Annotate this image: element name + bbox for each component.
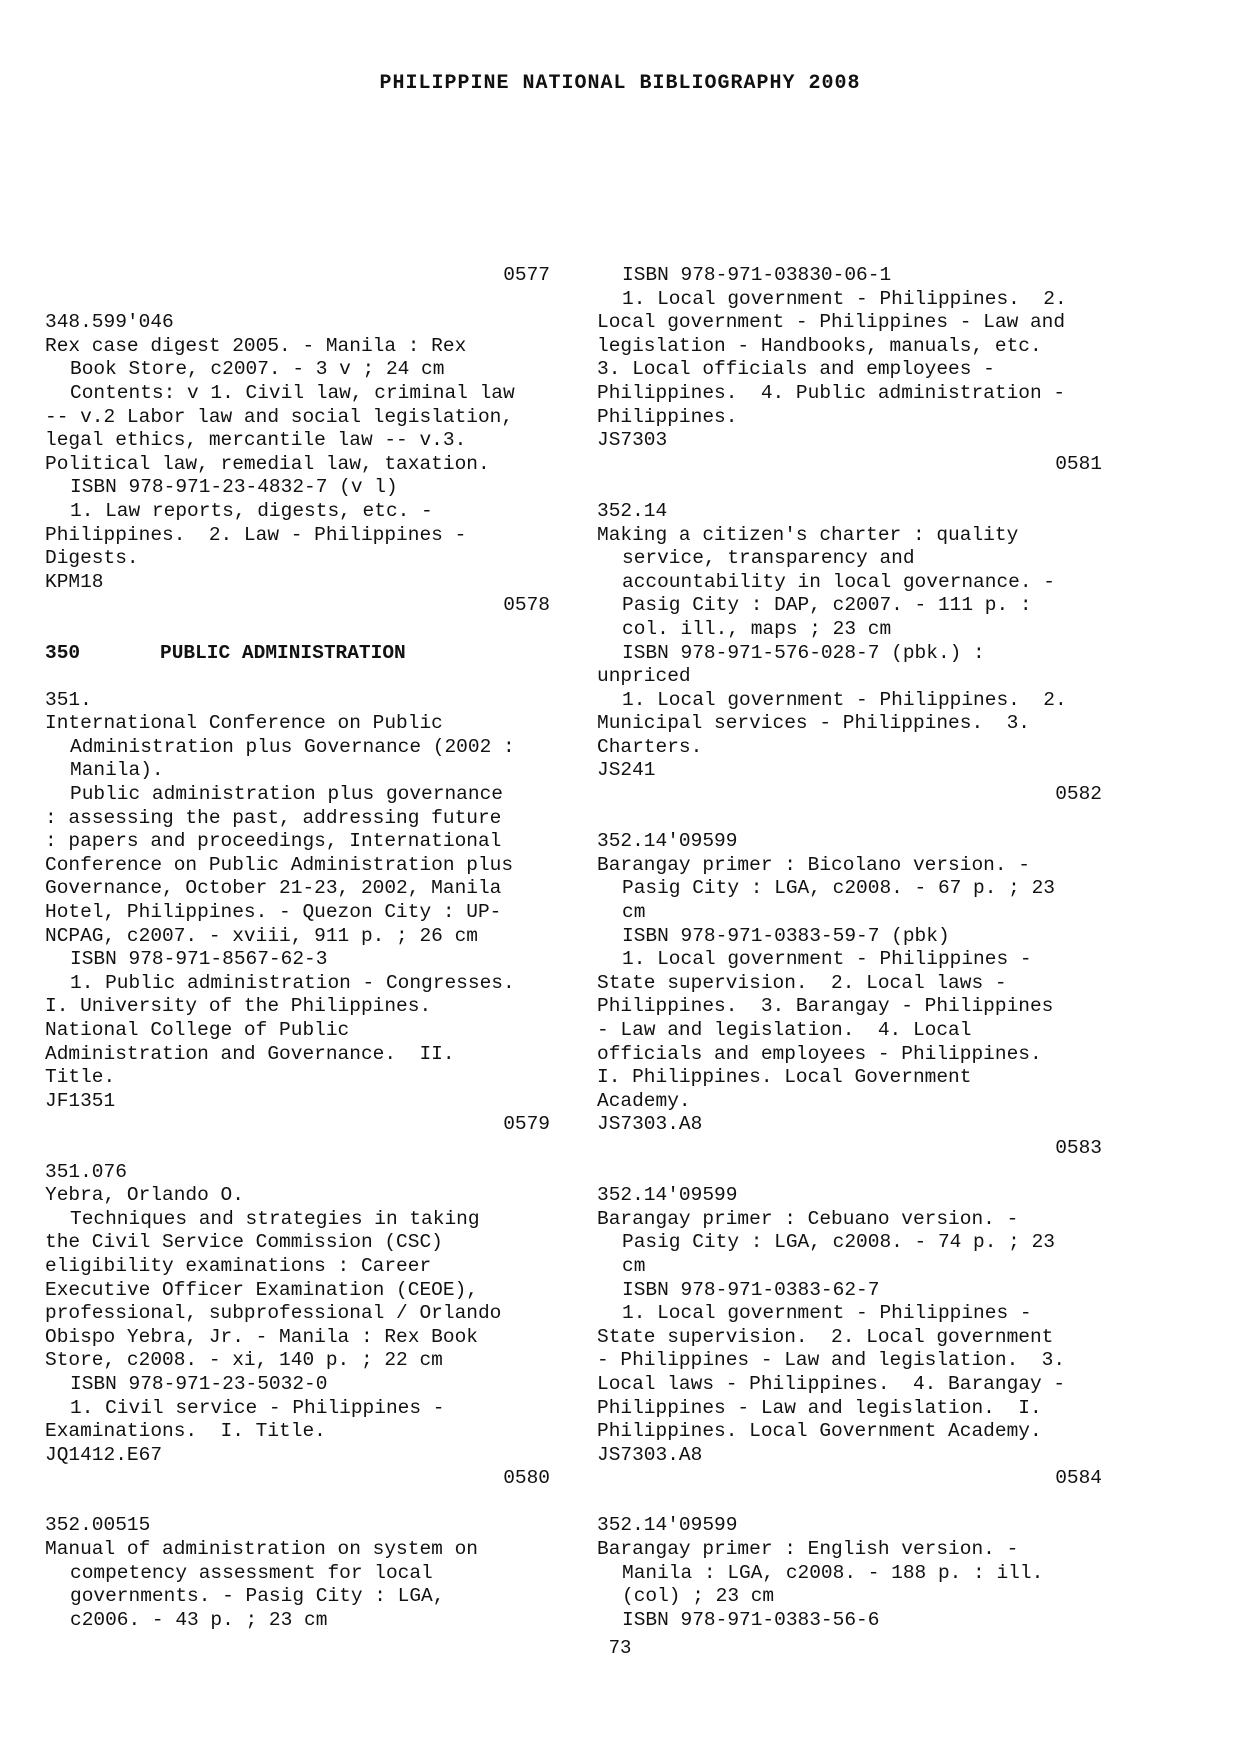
entry-line: JS241	[597, 759, 656, 782]
entry-line: 1. Public administration - Congresses.	[70, 971, 515, 994]
entry-line: Pasig City : LGA, c2008. - 67 p. ; 23	[622, 877, 1055, 900]
entry-line: Governance, October 21-23, 2002, Manila	[45, 877, 502, 900]
entry-line: Philippines. 3. Barangay - Philippines	[597, 995, 1054, 1018]
entry-line: 352.00515	[45, 1514, 151, 1537]
entry-line: unpriced	[597, 665, 691, 688]
spacer	[45, 1491, 550, 1515]
entry-line: Obispo Yebra, Jr. - Manila : Rex Book	[45, 1325, 478, 1348]
entry-line: State supervision. 2. Local government	[597, 1325, 1054, 1348]
entry-line: Charters.	[597, 735, 703, 758]
entry-line: -- v.2 Labor law and social legislation,	[45, 405, 514, 428]
page-number: 73	[608, 1637, 632, 1659]
entry-line: Pasig City : DAP, c2007. - 111 p. :	[622, 594, 1032, 617]
section-code: 350	[45, 641, 81, 664]
entry-line: ISBN 978-971-0383-59-7 (pbk)	[622, 924, 950, 947]
entry-line: 348.599'046	[45, 311, 174, 334]
spacer	[45, 618, 550, 642]
entry-line: Municipal services - Philippines. 3.	[597, 712, 1030, 735]
entry-number: 0577	[503, 264, 550, 286]
entry-line: officials and employees - Philippines.	[597, 1042, 1042, 1065]
section-heading	[45, 642, 550, 666]
entry-line: Executive Officer Examination (CEOE),	[45, 1278, 478, 1301]
entry-line: the Civil Service Commission (CSC)	[45, 1231, 443, 1254]
entry-line: 1. Local government - Philippines -	[622, 948, 1032, 971]
entry-line: Yebra, Orlando O.	[45, 1184, 244, 1207]
entry-line: JQ1412.E67	[45, 1443, 163, 1466]
entry-line: ISBN 978-971-23-5032-0	[70, 1372, 328, 1395]
entry-line: competency assessment for local	[70, 1561, 433, 1584]
entry-line: 352.14'09599	[597, 830, 738, 853]
spacer	[597, 1491, 1102, 1515]
entry-line: JS7303	[597, 429, 668, 452]
entry-line: : papers and proceedings, International	[45, 830, 502, 853]
entry-line: c2006. - 43 p. ; 23 cm	[70, 1608, 328, 1631]
entry-line: Barangay primer : Bicolano version. -	[597, 853, 1030, 876]
entry-line: accountability in local governance. -	[622, 570, 1055, 593]
entry-number: 0580	[503, 1467, 550, 1490]
entry-line: ISBN 978-971-576-028-7 (pbk.) :	[622, 641, 985, 664]
entry-line: 351.	[45, 688, 92, 711]
entry-line: KPM18	[45, 570, 104, 593]
entry-line: - Law and legislation. 4. Local	[597, 1019, 972, 1041]
entry-number: 0581	[1055, 452, 1102, 475]
entry-line: Philippines.	[597, 405, 738, 428]
entry-line: 1. Civil service - Philippines -	[70, 1396, 445, 1419]
entry-line: professional, subprofessional / Orlando	[45, 1302, 502, 1325]
entry-line: legal ethics, mercantile law -- v.3.	[45, 429, 467, 452]
entry-line: 3. Local officials and employees -	[597, 358, 995, 381]
left-column	[45, 264, 550, 1632]
entry-line: 1. Local government - Philippines. 2.	[622, 688, 1067, 711]
entry-line: Contents: v 1. Civil law, criminal law	[70, 381, 515, 404]
right-column	[597, 264, 1102, 1632]
entry-line: Manila).	[70, 759, 164, 782]
entry-line: State supervision. 2. Local laws -	[597, 971, 1007, 994]
entry-line: Conference on Public Administration plus	[45, 853, 514, 876]
entry-line: Barangay primer : English version. -	[597, 1538, 1019, 1561]
entry-number: 0583	[1055, 1136, 1102, 1159]
spacer	[597, 476, 1102, 500]
entry-line: ISBN 978-971-23-4832-7 (v l)	[70, 476, 398, 499]
entry-line: Philippines - Law and legislation. I.	[597, 1396, 1042, 1419]
entry-line: 352.14'09599	[597, 1184, 738, 1207]
spacer	[597, 1161, 1102, 1185]
entry-line: Manila : LGA, c2008. - 188 p. : ill.	[622, 1561, 1044, 1584]
entry-line: 352.14	[597, 499, 668, 522]
entry-line: Philippines. 2. Law - Philippines -	[45, 523, 467, 546]
entry-line: 1. Local government - Philippines -	[622, 1302, 1032, 1325]
spacer	[45, 1137, 550, 1161]
entry-line: Rex case digest 2005. - Manila : Rex	[45, 334, 467, 357]
entry-line: - Philippines - Law and legislation. 3.	[597, 1349, 1066, 1372]
entry-number: 0584	[1055, 1467, 1102, 1490]
entry-line: cm	[622, 901, 646, 924]
entry-line: Philippines. 4. Public administration -	[597, 381, 1066, 404]
entry-line: NCPAG, c2007. - xviii, 911 p. ; 26 cm	[45, 924, 478, 947]
spacer	[597, 807, 1102, 831]
entry-line: Political law, remedial law, taxation.	[45, 452, 490, 475]
spacer	[45, 288, 550, 312]
entry-line: ISBN 978-971-03830-06-1	[622, 264, 892, 286]
entry-line: Techniques and strategies in taking	[70, 1207, 480, 1230]
entry-line: 351.076	[45, 1160, 127, 1183]
entry-line: cm	[622, 1254, 646, 1277]
entry-line: ISBN 978-971-8567-62-3	[70, 948, 328, 971]
entry-number: 0578	[503, 594, 550, 617]
entry-line: ISBN 978-971-0383-56-6	[622, 1608, 880, 1631]
entry-line: Public administration plus governance	[70, 783, 503, 806]
entry-line: (col) ; 23 cm	[622, 1585, 775, 1608]
entry-line: Administration and Governance. II.	[45, 1042, 455, 1065]
page-title: PHILIPPINE NATIONAL BIBLIOGRAPHY 2008	[379, 72, 861, 95]
entry-line: : assessing the past, addressing future	[45, 806, 502, 829]
entry-line: Local laws - Philippines. 4. Barangay -	[597, 1372, 1066, 1395]
entry-line: Store, c2008. - xi, 140 p. ; 22 cm	[45, 1349, 443, 1372]
entry-line: 1. Law reports, digests, etc. -	[70, 499, 433, 522]
entry-line: eligibility examinations : Career	[45, 1254, 432, 1277]
entry-line: Title.	[45, 1066, 116, 1089]
entry-line: Philippines. Local Government Academy.	[597, 1420, 1042, 1443]
spacer	[45, 665, 550, 689]
entry-line: JS7303.A8	[597, 1113, 703, 1136]
entry-line: Book Store, c2007. - 3 v ; 24 cm	[70, 358, 445, 381]
entry-line: National College of Public	[45, 1019, 350, 1041]
entry-line: JF1351	[45, 1089, 116, 1112]
entry-line: Barangay primer : Cebuano version. -	[597, 1207, 1019, 1230]
entry-line: Digests.	[45, 547, 139, 570]
entry-line: governments. - Pasig City : LGA,	[70, 1585, 445, 1608]
entry-line: Hotel, Philippines. - Quezon City : UP-	[45, 901, 502, 924]
entry-line: I. University of the Philippines.	[45, 995, 432, 1018]
entry-line: service, transparency and	[622, 547, 915, 570]
entry-line: col. ill., maps ; 23 cm	[622, 617, 892, 640]
section-label: PUBLIC ADMINISTRATION	[160, 641, 406, 664]
entry-line: Making a citizen's charter : quality	[597, 523, 1019, 546]
entry-line: ISBN 978-971-0383-62-7	[622, 1278, 880, 1301]
entry-line: International Conference on Public	[45, 712, 443, 735]
entry-line: legislation - Handbooks, manuals, etc.	[597, 334, 1042, 357]
entry-line: Pasig City : LGA, c2008. - 74 p. ; 23	[622, 1231, 1055, 1254]
entry-line: 1. Local government - Philippines. 2.	[622, 287, 1067, 310]
entry-number: 0582	[1055, 783, 1102, 806]
entry-line: Examinations. I. Title.	[45, 1420, 326, 1443]
entry-line: Local government - Philippines - Law and	[597, 311, 1066, 334]
entry-line: Manual of administration on system on	[45, 1538, 478, 1561]
entry-line: 352.14'09599	[597, 1514, 738, 1537]
entry-line: Administration plus Governance (2002 :	[70, 735, 515, 758]
entry-number: 0579	[503, 1113, 550, 1136]
entry-line: I. Philippines. Local Government	[597, 1066, 972, 1089]
entry-line: JS7303.A8	[597, 1443, 703, 1466]
entry-line: Academy.	[597, 1089, 691, 1112]
